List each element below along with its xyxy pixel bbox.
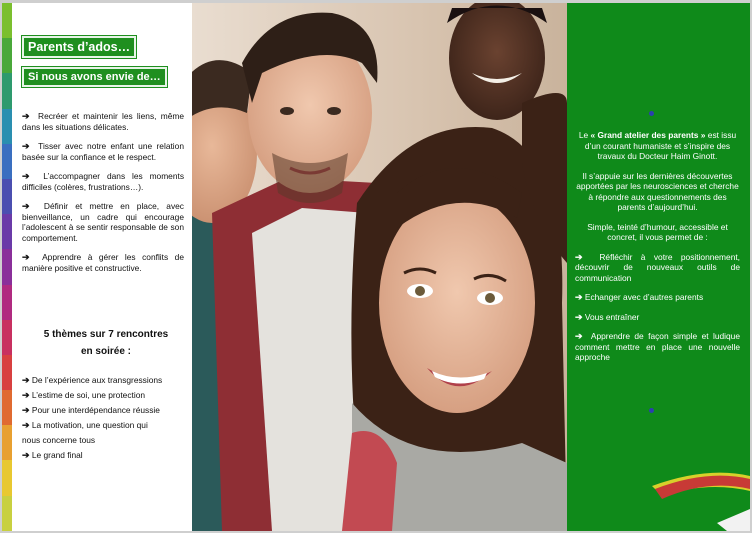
stripe-segment [2,3,12,38]
arrow-icon: ➔ [22,252,30,262]
arrow-icon: ➔ [22,375,30,385]
arrow-icon: ➔ [22,420,30,430]
arrow-icon: ➔ [22,111,30,121]
stripe-segment [2,38,12,73]
goals-list [22,111,184,282]
list-item: ➔ Pour une interdépendance réussie [22,405,160,415]
list-item: ➔ Le grand final [22,450,83,460]
stripe-segment [2,285,12,320]
arrow-icon: ➔ [22,171,30,181]
corner-swoosh [567,471,750,531]
arrow-icon: ➔ [22,405,30,415]
stripe-segment [2,73,12,108]
stripe-segment [2,320,12,355]
list-item: ➔ L’accompagner dans les moments difficiles (colères, frustrations…). [22,171,185,192]
stripe-segment [2,496,12,531]
subtitle-banner: Si nous avons envie de… [22,67,167,87]
list-item: ➔ Apprendre à gérer les conflits de manière positive et constructive. [22,252,184,273]
list-item: ➔ Vous entraîner [575,311,640,322]
list-item: ➔ Définir et mettre en place, avec bienveillance, un cadre qui encourage l’adolescent à se sentir responsable de son comportement. [22,201,184,243]
title-banner: Parents d’ados… [22,36,136,58]
stripe-segment [2,144,12,179]
arrow-icon: ➔ [575,292,583,302]
arrow-icon: ➔ [575,251,583,262]
stripe-segment [2,355,12,390]
list-item: ➔ Apprendre de façon simple et ludique comment mettre en place une nouvelle approche [575,331,740,362]
themes-heading: 5 thèmes sur 7 rencontres en soirée : [43,329,169,357]
intro-paragraph: Le « Grand atelier des parents » est issu d’un courant humaniste et s’inspire des travaux du Docteur Haim Ginott. [578,130,737,161]
group-photo [192,3,567,531]
list-item: ➔ Tisser avec notre enfant une relation basée sur la confiance et le respect. [22,141,184,162]
color-stripe [2,3,12,531]
list-item: ➔ La motivation, une question qui [22,420,148,430]
bullet-dot-bottom [649,408,654,413]
list-item: ➔ Réfléchir à votre positionnement, découvrir de nouveaux outils de communication [575,251,741,283]
description-text [575,130,740,372]
list-item: ➔ L’estime de soi, une protection [22,390,146,400]
arrow-icon: ➔ [575,311,583,322]
right-column [567,3,750,531]
stripe-segment [2,109,12,144]
arrow-icon: ➔ [22,450,30,460]
list-item-continued: nous concerne tous [22,435,96,445]
summary-paragraph: Simple, teinté d’humour, accessible et concret, il vous permet de : [587,221,728,242]
stripe-segment [2,249,12,284]
brochure-page [2,3,750,531]
themes-list [22,373,192,463]
photo-illustration [192,3,567,531]
arrow-icon: ➔ [22,141,30,151]
left-column [12,3,192,531]
list-item: ➔ Echanger avec d’autres parents [575,292,704,302]
stripe-segment [2,425,12,460]
list-item: ➔ De l’expérience aux transgressions [22,375,163,385]
list-item: ➔ Recréer et maintenir les liens, même dans les situations délicates. [22,111,184,132]
stripe-segment [2,390,12,425]
arrow-icon: ➔ [22,201,30,211]
bullet-dot-top [649,111,654,116]
stripe-segment [2,214,12,249]
stripe-segment [2,179,12,214]
arrow-icon: ➔ [575,331,583,341]
stripe-segment [2,460,12,495]
arrow-icon: ➔ [22,390,30,400]
neuroscience-paragraph: Il s’appuie sur les dernières découvertes apportées par les neurosciences et cherche à répondre aux questionnements des parents d’aujourd’hui. [576,170,739,212]
